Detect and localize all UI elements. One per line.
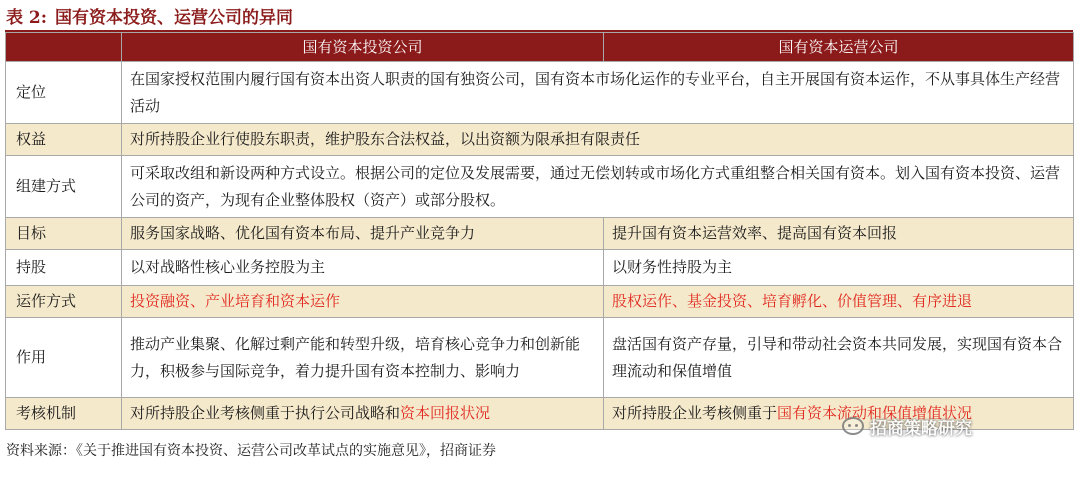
cell-operation: 盘活国有资产存量，引导和带动社会资本共同发展，实现国有资本合理流动和保值增值 bbox=[604, 318, 1074, 398]
header-investment-company: 国有资本投资公司 bbox=[122, 33, 604, 62]
row-label: 目标 bbox=[6, 218, 122, 250]
cell-operation: 提升国有资本运营效率、提高国有资本回报 bbox=[604, 218, 1074, 250]
row-merged-cell: 可采取改组和新设两种方式设立。根据公司的定位及发展需要，通过无偿划转或市场化方式重组整合相关国有资本。划入国有资本投资、运营公司的资产，为现有企业整体股权（资产）或部分股权。 bbox=[122, 156, 1074, 218]
cell-operation: 以财务性持股为主 bbox=[604, 250, 1074, 286]
row-label: 组建方式 bbox=[6, 156, 122, 218]
assessment-text: 对所持股企业考核侧重于 bbox=[612, 404, 778, 422]
table-row bbox=[6, 250, 1074, 286]
cell-investment: 服务国家战略、优化国有资本布局、提升产业竞争力 bbox=[122, 218, 604, 250]
cell-investment: 以对战略性核心业务控股为主 bbox=[122, 250, 604, 286]
row-label: 持股 bbox=[6, 250, 122, 286]
cell-investment bbox=[122, 398, 604, 430]
wechat-logo-icon bbox=[842, 417, 864, 435]
comparison-table bbox=[5, 32, 1074, 430]
table-row bbox=[6, 218, 1074, 250]
table-row bbox=[6, 62, 1074, 124]
assessment-highlight: 国有资本流动和保值增值状况 bbox=[777, 404, 973, 422]
table-caption bbox=[6, 6, 293, 30]
assessment-highlight: 资本回报状况 bbox=[400, 404, 491, 422]
row-label: 权益 bbox=[6, 124, 122, 156]
cell-investment-highlight: 投资融资、产业培育和资本运作 bbox=[122, 286, 604, 318]
row-label: 定位 bbox=[6, 62, 122, 124]
cell-operation bbox=[604, 398, 1074, 430]
watermark bbox=[842, 414, 972, 438]
table-row bbox=[6, 318, 1074, 398]
header-blank-cell bbox=[6, 33, 122, 62]
row-label: 作用 bbox=[6, 318, 122, 398]
row-merged-cell: 对所持股企业行使股东职责，维护股东合法权益，以出资额为限承担有限责任 bbox=[122, 124, 1074, 156]
table-row bbox=[6, 286, 1074, 318]
caption-title: 国有资本投资、运营公司的异同 bbox=[55, 8, 294, 28]
row-merged-cell: 在国家授权范围内履行国有资本出资人职责的国有独资公司，国有资本市场化运作的专业平台，自主开展国有资本运作，不从事具体生产经营活动 bbox=[122, 62, 1074, 124]
header-operation-company: 国有资本运营公司 bbox=[604, 33, 1074, 62]
source-note: 资料来源：《关于推进国有资本投资、运营公司改革试点的实施意见》，招商证券 bbox=[6, 443, 496, 459]
row-label: 运作方式 bbox=[6, 286, 122, 318]
cell-investment: 推动产业集聚、化解过剩产能和转型升级，培育核心竞争力和创新能力，积极参与国际竞争，着力提升国有资本控制力、影响力 bbox=[122, 318, 604, 398]
header-row bbox=[6, 33, 1074, 62]
table-row bbox=[6, 124, 1074, 156]
row-label: 考核机制 bbox=[6, 398, 122, 430]
cell-operation-highlight: 股权运作、基金投资、培育孵化、价值管理、有序进退 bbox=[604, 286, 1074, 318]
assessment-text: 对所持股企业考核侧重于执行公司战略和 bbox=[130, 404, 401, 422]
watermark-text: 招商策略研究 bbox=[870, 418, 972, 439]
table-row bbox=[6, 156, 1074, 218]
caption-number: 表 2: bbox=[6, 8, 48, 28]
